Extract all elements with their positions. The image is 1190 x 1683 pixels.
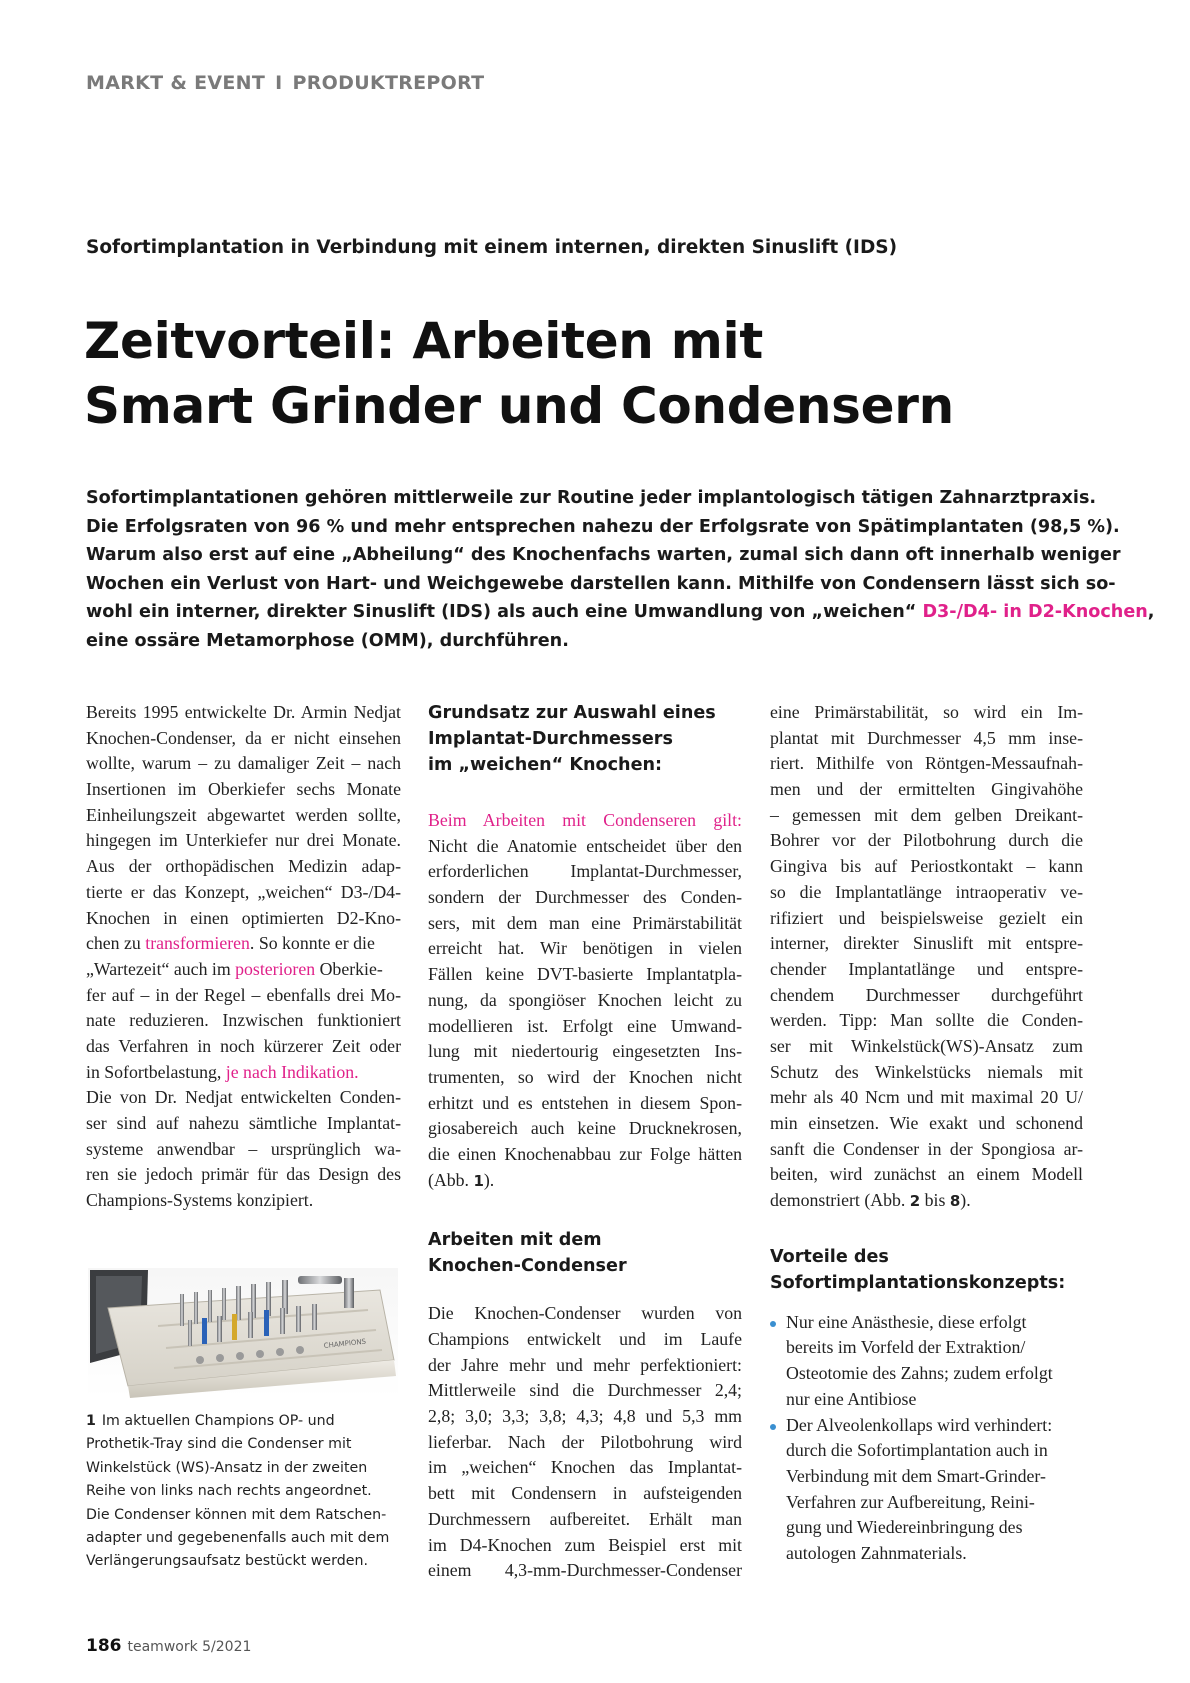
body-line: nate reduzieren. Inzwischen funktioniert xyxy=(86,1010,401,1031)
highlight-link-condenseren[interactable]: Beim Arbeiten mit Condenseren gilt: xyxy=(428,810,742,830)
section-label: MARKT & EVENT xyxy=(86,72,266,94)
body-line: interner, direkter Sinuslift mit entspre- xyxy=(770,933,1083,954)
body-line xyxy=(86,957,401,983)
body-line: 2,8; 3,0; 3,3; 3,8; 4,3; 4,8 und 5,3 mm xyxy=(428,1406,742,1427)
body-text: in Sofortbelastung, xyxy=(86,1061,226,1082)
body-line: Champions-Systems konzipiert. xyxy=(86,1190,314,1211)
body-line: tierte er das Konzept, „weichen“ D3-/D4- xyxy=(86,881,401,902)
body-line xyxy=(428,1168,742,1194)
subheading-line: Sofortimplantationskonzepts: xyxy=(770,1272,1066,1293)
body-line: durch die Sofortimplantation auch in xyxy=(786,1440,1048,1461)
highlight-link-transformieren[interactable]: transformieren xyxy=(145,933,250,954)
body-text: . So konnte er die xyxy=(249,933,375,954)
body-line: Schutz des Winkelstücks niemals mit xyxy=(770,1061,1083,1082)
caption-line: Winkelstück (WS)-Ansatz in der zweiten xyxy=(86,1459,368,1476)
body-line: der Jahre mehr und mehr perfektioniert: xyxy=(428,1354,742,1375)
body-line: das Verfahren in noch kürzerer Zeit oder xyxy=(86,1035,401,1056)
body-line: im D4-Knochen zum Beispiel erst mit xyxy=(428,1534,742,1555)
body-line: nung, da spongiöser Knochen leicht zu xyxy=(428,989,742,1010)
figure-reference[interactable]: 2 xyxy=(909,1192,921,1211)
subheading-vorteile xyxy=(770,1244,1083,1296)
body-line: einem 4,3-mm-Durchmesser-Condenser xyxy=(428,1560,742,1581)
body-line: hingegen im Unterkiefer nur drei Monate. xyxy=(86,830,401,851)
bullet-item-anaesthesie xyxy=(770,1310,1083,1413)
bullet-item-alveolenkollaps xyxy=(770,1413,1083,1567)
subheading-line: Implantat-Durchmessers xyxy=(428,729,673,749)
body-line: so die Implantatlänge intraoperativ ve- xyxy=(770,881,1083,902)
bullet-dot-icon xyxy=(770,1424,776,1430)
tray-illustration xyxy=(88,1268,398,1398)
body-text: demonstriert (Abb. xyxy=(770,1190,910,1211)
body-line: gung und Wiedereinbringung des xyxy=(786,1517,1023,1538)
body-line: plantat mit Durchmesser 4,5 mm inse- xyxy=(770,727,1083,748)
body-line: eine Primärstabilität, so wird ein Im- xyxy=(770,702,1083,722)
body-line: chendem Durchmesser durchgeführt xyxy=(770,984,1083,1005)
section-separator: I xyxy=(275,72,283,94)
body-line xyxy=(770,1188,1083,1214)
body-line: Fällen keine DVT-basierte Implantatpla- xyxy=(428,964,742,985)
body-line: Gingiva bis auf Periostkontakt – kann xyxy=(770,856,1083,877)
headline-line-2: Smart Grinder und Condensern xyxy=(84,377,954,435)
body-line: Insertionen im Oberkiefer sechs Monate xyxy=(86,779,401,800)
lead-line: eine ossäre Metamorphose (OMM), durchführen. xyxy=(86,630,569,651)
figure-reference[interactable]: 1 xyxy=(473,1171,484,1190)
body-line: werden. Tipp: Man sollte die Conden- xyxy=(770,1010,1083,1031)
body-line: ser mit Winkelstück(WS)-Ansatz zum xyxy=(770,1035,1083,1056)
subheading-grundsatz xyxy=(428,700,742,778)
highlight-link-posterioren[interactable]: posterioren xyxy=(235,958,316,979)
article-headline xyxy=(84,309,1124,439)
body-line: Verbindung mit dem Smart-Grinder- xyxy=(786,1465,1046,1486)
lead-text: , xyxy=(1147,602,1155,623)
caption-line xyxy=(86,1410,406,1433)
subsection-label: PRODUKTREPORT xyxy=(292,72,485,94)
headline-line-1: Zeitvorteil: Arbeiten mit xyxy=(84,312,763,370)
body-line: erforderlichen Implantat-Durchmesser, xyxy=(428,861,742,882)
figure-reference[interactable]: 8 xyxy=(949,1192,961,1211)
subheading-line: Knochen-Condenser xyxy=(428,1256,627,1277)
body-line: erhitzt und es entstehen in diesem Spon- xyxy=(428,1092,742,1113)
body-line: trumenten, so wird der Knochen nicht xyxy=(428,1066,742,1087)
body-line: sondern der Durchmesser des Conden- xyxy=(428,887,742,908)
body-line: Einheilungszeit abgewartet werden sollte, xyxy=(86,804,401,825)
caption-line: Prothetik-Tray sind die Condenser mit xyxy=(86,1436,352,1453)
body-line: sers, mit dem man eine Primärstabilität xyxy=(428,912,742,933)
body-text: ). xyxy=(960,1190,971,1211)
body-line: riert. Mithilfe von Röntgen-Messaufnah- xyxy=(770,753,1083,774)
body-line: systeme anwendbar – ursprünglich wa- xyxy=(86,1138,401,1159)
body-line: Die von Dr. Nedjat entwickelten Conden- xyxy=(86,1087,401,1108)
subheading-line: Arbeiten mit dem xyxy=(428,1230,602,1251)
page-number: 186 xyxy=(86,1636,122,1656)
body-line: Knochen-Condenser, da er nicht einsehen xyxy=(86,727,401,748)
body-line: Osteotomie des Zahns; zudem erfolgt xyxy=(786,1363,1053,1384)
body-line: beiten, wird zunächst an einem Modell xyxy=(770,1164,1083,1185)
lead-line xyxy=(86,598,1155,627)
lead-highlight-link[interactable]: D3-/D4- in D2-Knochen xyxy=(922,602,1148,623)
body-line: min einsetzen. Wie exakt und schonend xyxy=(770,1113,1083,1133)
tray-brand-label: CHAMPIONS xyxy=(323,1337,367,1350)
column-3 xyxy=(770,700,1083,1567)
body-line: Bereits 1995 entwickelte Dr. Armin Nedjat xyxy=(86,702,401,722)
section-header xyxy=(86,72,484,94)
body-line: fer auf – in der Regel – ebenfalls drei Mo- xyxy=(86,984,401,1005)
body-text: „Wartezeit“ auch im xyxy=(86,958,236,979)
figure-number: 1 xyxy=(86,1413,96,1429)
body-line: autologen Zahnmaterials. xyxy=(786,1542,967,1563)
body-text: ). xyxy=(483,1169,495,1190)
body-line: bereits im Vorfeld der Extraktion/ xyxy=(786,1337,1026,1358)
body-line: Champions entwickelt und im Laufe xyxy=(428,1329,742,1349)
body-line: Knochen in einen optimierten D2-Kno- xyxy=(86,907,401,928)
body-text: Oberkie- xyxy=(315,958,383,979)
figure-instrument-tray xyxy=(88,1268,398,1398)
subheading-line: Vorteile des xyxy=(770,1246,889,1267)
lead-line: Wochen ein Verlust von Hart- und Weichgewebe darstellen kann. Mithilfe von Condensern lässt sich so- xyxy=(86,573,1116,594)
body-line xyxy=(86,1060,401,1086)
body-line: rifiziert und beispielsweise gezielt ein xyxy=(770,907,1083,928)
caption-line: Die Condenser können mit dem Ratschen- xyxy=(86,1506,387,1523)
caption-line: adapter und gegebenenfalls auch mit dem xyxy=(86,1530,390,1547)
body-line xyxy=(86,931,401,957)
lead-text: wohl ein interner, direkter Sinuslift (IDS) als auch eine Umwandlung von „weichen“ xyxy=(86,602,923,623)
body-line: men und der ermittelten Gingivahöhe xyxy=(770,779,1083,800)
highlight-link-indikation[interactable]: je nach Indikation. xyxy=(225,1061,359,1082)
body-line: bett mit Condensern in aufsteigenden xyxy=(428,1483,742,1504)
lead-line: Warum also erst auf eine „Abheilung“ des Knochenfachs warten, zumal sich dann oft innerhalb weniger xyxy=(86,545,1121,566)
body-line: Nur eine Anästhesie, diese erfolgt xyxy=(786,1311,1027,1332)
body-line: ren sie jedoch primär für das Design des xyxy=(86,1164,401,1185)
subheading-line: Grundsatz zur Auswahl eines xyxy=(428,703,716,723)
body-line: Der Alveolenkollaps wird verhindert: xyxy=(786,1414,1053,1435)
body-line: Nicht die Anatomie entscheidet über den xyxy=(428,835,742,856)
page-footer xyxy=(86,1636,251,1656)
body-text: chen zu xyxy=(86,933,146,954)
caption-line: Reihe von links nach rechts angeordnet. xyxy=(86,1483,372,1500)
caption-text: Im aktuellen Champions OP- und xyxy=(101,1413,335,1429)
body-line: nur eine Antibiose xyxy=(786,1388,917,1409)
figure-caption xyxy=(86,1410,406,1574)
body-line: wollte, warum – zu damaliger Zeit – nach xyxy=(86,753,401,774)
body-line: Bohrer vor der Pilotbohrung durch die xyxy=(770,830,1083,851)
body-line: Die Knochen-Condenser wurden von xyxy=(428,1303,742,1324)
body-line: – gemessen mit dem gelben Dreikant- xyxy=(770,804,1083,825)
body-line: die einen Knochenabbau zur Folge hätten xyxy=(428,1143,742,1164)
body-line: im „weichen“ Knochen das Implantat- xyxy=(428,1457,742,1478)
body-line: mehr als 40 Ncm und mit maximal 20 U/ xyxy=(770,1087,1083,1108)
subheading-line: im „weichen“ Knochen: xyxy=(428,755,663,775)
body-line: sanft die Condenser in der Spongiosa ar- xyxy=(770,1138,1083,1159)
body-line: lung mit niedertourig eingesetzten Ins- xyxy=(428,1041,742,1062)
column-1 xyxy=(86,700,401,1214)
subheading-arbeiten xyxy=(428,1227,742,1279)
body-text: (Abb. xyxy=(428,1169,474,1190)
body-line: chender Implantatlänge und entspre- xyxy=(770,958,1083,979)
article-lead xyxy=(86,484,1155,656)
body-line: modellieren ist. Erfolgt eine Umwand- xyxy=(428,1015,742,1036)
body-line: Verfahren zur Aufbereitung, Reini- xyxy=(786,1491,1035,1512)
caption-line: Verlängerungsaufsatz bestückt werden. xyxy=(86,1553,368,1570)
lead-line: Sofortimplantationen gehören mittlerweile zur Routine jeder implantologisch tätigen Zahnarztpraxis. xyxy=(86,488,1097,508)
body-line: erreicht hat. Wir benötigen in vielen xyxy=(428,938,742,959)
body-line: Aus der orthopädischen Medizin adap- xyxy=(86,856,401,877)
journal-issue: teamwork 5/2021 xyxy=(127,1639,252,1655)
article-kicker: Sofortimplantation in Verbindung mit einem internen, direkten Sinuslift (IDS) xyxy=(86,237,898,258)
lead-line: Die Erfolgsraten von 96 % und mehr entsprechen nahezu der Erfolgsrate von Spätimplantaten (98,5 %). xyxy=(86,516,1120,537)
body-line: giosabereich auch keine Drucknekrosen, xyxy=(428,1118,742,1139)
body-line: Mittlerweile sind die Durchmesser 2,4; xyxy=(428,1380,742,1401)
body-line: lieferbar. Nach der Pilotbohrung wird xyxy=(428,1431,742,1452)
body-text: bis xyxy=(920,1190,950,1211)
body-line: Durchmessern aufbereitet. Erhält man xyxy=(428,1508,742,1529)
body-line: ser sind auf nahezu sämtliche Implantat- xyxy=(86,1113,401,1133)
bullet-dot-icon xyxy=(770,1321,776,1327)
column-2 xyxy=(428,700,742,1584)
